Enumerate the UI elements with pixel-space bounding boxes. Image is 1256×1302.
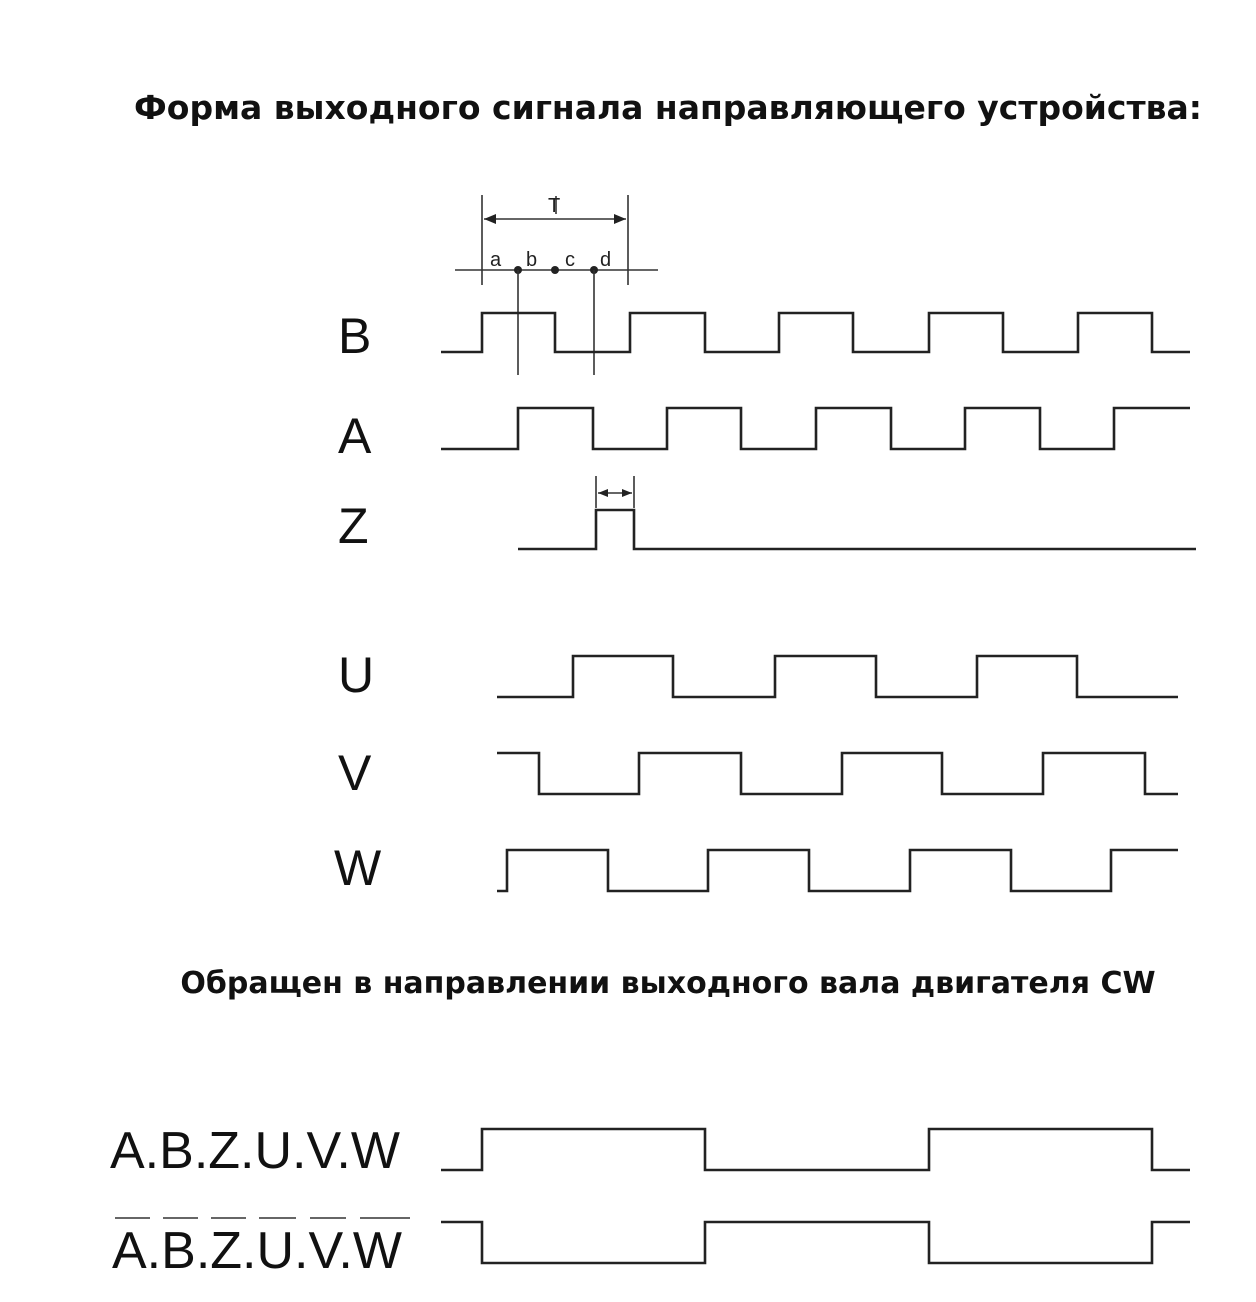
waveform-positive [441, 1129, 1190, 1170]
waveform-b [441, 313, 1190, 352]
bottom-label-negated: A.B.Z.U.V.W [112, 1222, 402, 1280]
phase-dot-c [551, 266, 559, 274]
bottom-label-positive: A.B.Z.U.V.W [110, 1122, 400, 1180]
phase-label-c: c [565, 249, 575, 271]
waveform-u [497, 656, 1178, 697]
diagram-subtitle: Обращен в направлении выходного вала двигателя CW [180, 966, 1156, 1001]
waveform-z [518, 510, 1196, 549]
arrow-head-left [484, 214, 496, 224]
channel-label-z: Z [338, 498, 369, 554]
channel-label-a: A [338, 408, 372, 464]
waveform-a [441, 408, 1190, 449]
timing-annotation [455, 195, 658, 375]
channel-label-w: W [334, 840, 382, 896]
waveform-z-group [518, 476, 1196, 549]
z-arrow-head-right [622, 489, 632, 497]
phase-label-b: b [526, 249, 538, 271]
z-arrow-head-left [598, 489, 608, 497]
arrow-head-right [614, 214, 626, 224]
phase-label-a: a [490, 249, 502, 271]
waveform-w [497, 850, 1178, 891]
channel-label-v: V [338, 745, 372, 801]
channel-label-u: U [338, 647, 375, 703]
channel-label-b: B [338, 308, 372, 364]
period-label: T [548, 195, 561, 217]
waveform-v [497, 753, 1178, 794]
waveform-negated [441, 1222, 1190, 1263]
phase-label-d: d [600, 249, 612, 271]
diagram-title: Форма выходного сигнала направляющего устройства: [134, 88, 1202, 127]
